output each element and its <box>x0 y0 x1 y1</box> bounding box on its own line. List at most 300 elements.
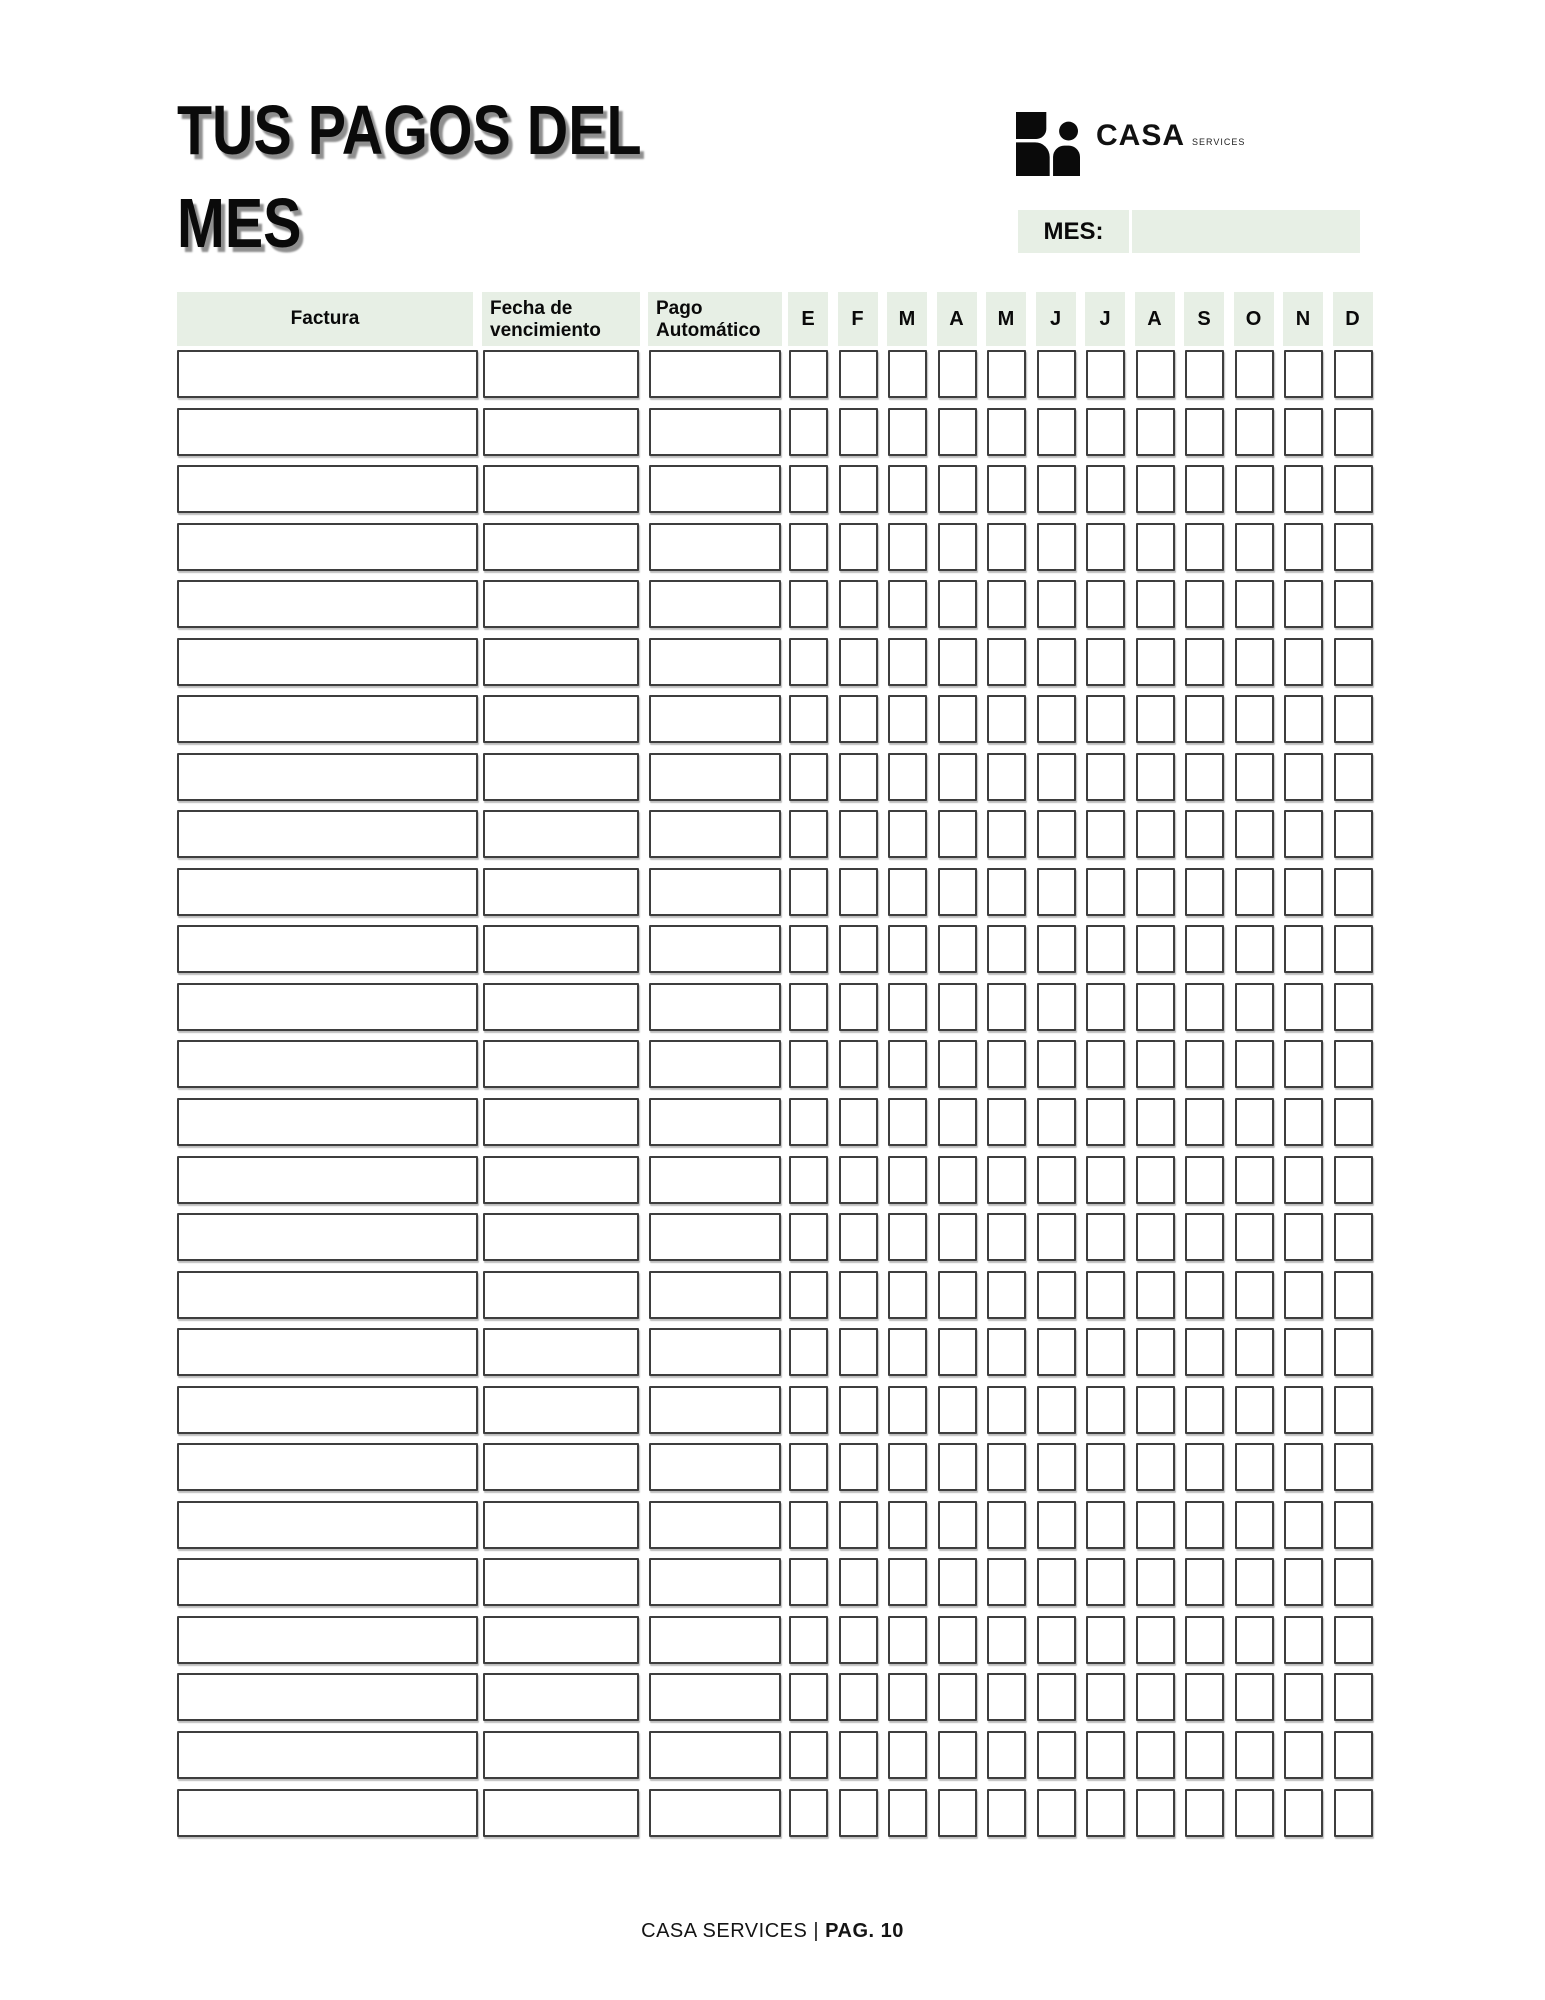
factura-input[interactable] <box>177 1616 478 1664</box>
month-checkbox[interactable] <box>1235 1443 1274 1491</box>
month-checkbox[interactable] <box>1235 350 1274 398</box>
month-checkbox[interactable] <box>987 1040 1026 1088</box>
month-checkbox[interactable] <box>789 1731 828 1779</box>
month-checkbox[interactable] <box>1334 1271 1373 1319</box>
month-checkbox[interactable] <box>1185 1731 1224 1779</box>
month-checkbox[interactable] <box>789 1213 828 1261</box>
month-checkbox[interactable] <box>987 983 1026 1031</box>
month-checkbox[interactable] <box>1086 350 1125 398</box>
month-checkbox[interactable] <box>1136 1789 1175 1837</box>
month-checkbox[interactable] <box>987 753 1026 801</box>
pago-input[interactable] <box>649 925 781 973</box>
month-checkbox[interactable] <box>1185 350 1224 398</box>
month-checkbox[interactable] <box>1185 1616 1224 1664</box>
month-checkbox[interactable] <box>888 1328 927 1376</box>
fecha-input[interactable] <box>483 408 639 456</box>
month-checkbox[interactable] <box>1235 1156 1274 1204</box>
month-checkbox[interactable] <box>839 868 878 916</box>
month-checkbox[interactable] <box>1037 1156 1076 1204</box>
month-checkbox[interactable] <box>839 1789 878 1837</box>
month-checkbox[interactable] <box>839 408 878 456</box>
month-checkbox[interactable] <box>1334 1213 1373 1261</box>
factura-input[interactable] <box>177 1213 478 1261</box>
month-checkbox[interactable] <box>987 1616 1026 1664</box>
factura-input[interactable] <box>177 1156 478 1204</box>
month-checkbox[interactable] <box>1136 1673 1175 1721</box>
month-checkbox[interactable] <box>1334 350 1373 398</box>
month-checkbox[interactable] <box>888 465 927 513</box>
month-checkbox[interactable] <box>789 465 828 513</box>
month-checkbox[interactable] <box>1334 1098 1373 1146</box>
month-checkbox[interactable] <box>1284 523 1323 571</box>
month-checkbox[interactable] <box>938 810 977 858</box>
month-checkbox[interactable] <box>987 868 1026 916</box>
month-checkbox[interactable] <box>839 695 878 743</box>
month-checkbox[interactable] <box>938 1501 977 1549</box>
month-checkbox[interactable] <box>1136 1156 1175 1204</box>
month-checkbox[interactable] <box>888 1443 927 1491</box>
month-checkbox[interactable] <box>1185 638 1224 686</box>
month-checkbox[interactable] <box>1037 1040 1076 1088</box>
factura-input[interactable] <box>177 753 478 801</box>
month-checkbox[interactable] <box>1334 638 1373 686</box>
factura-input[interactable] <box>177 638 478 686</box>
month-checkbox[interactable] <box>1185 925 1224 973</box>
month-checkbox[interactable] <box>938 925 977 973</box>
month-checkbox[interactable] <box>1136 1098 1175 1146</box>
factura-input[interactable] <box>177 925 478 973</box>
month-checkbox[interactable] <box>938 695 977 743</box>
month-checkbox[interactable] <box>888 350 927 398</box>
month-checkbox[interactable] <box>789 350 828 398</box>
factura-input[interactable] <box>177 810 478 858</box>
factura-input[interactable] <box>177 408 478 456</box>
month-checkbox[interactable] <box>1284 1501 1323 1549</box>
month-checkbox[interactable] <box>1284 638 1323 686</box>
month-checkbox[interactable] <box>789 1789 828 1837</box>
factura-input[interactable] <box>177 350 478 398</box>
month-checkbox[interactable] <box>888 695 927 743</box>
month-checkbox[interactable] <box>1037 408 1076 456</box>
fecha-input[interactable] <box>483 1501 639 1549</box>
month-checkbox[interactable] <box>888 1156 927 1204</box>
month-checkbox[interactable] <box>888 925 927 973</box>
month-checkbox[interactable] <box>1284 925 1323 973</box>
pago-input[interactable] <box>649 810 781 858</box>
month-checkbox[interactable] <box>1136 350 1175 398</box>
month-checkbox[interactable] <box>839 983 878 1031</box>
month-checkbox[interactable] <box>1086 465 1125 513</box>
month-checkbox[interactable] <box>1086 1098 1125 1146</box>
month-checkbox[interactable] <box>1136 753 1175 801</box>
month-checkbox[interactable] <box>1086 810 1125 858</box>
month-checkbox[interactable] <box>1235 810 1274 858</box>
month-checkbox[interactable] <box>1334 465 1373 513</box>
month-checkbox[interactable] <box>888 1789 927 1837</box>
month-checkbox[interactable] <box>839 1731 878 1779</box>
month-checkbox[interactable] <box>839 1616 878 1664</box>
month-checkbox[interactable] <box>789 810 828 858</box>
month-checkbox[interactable] <box>1334 753 1373 801</box>
month-checkbox[interactable] <box>1185 523 1224 571</box>
month-checkbox[interactable] <box>1235 523 1274 571</box>
month-checkbox[interactable] <box>938 465 977 513</box>
month-checkbox[interactable] <box>1235 1558 1274 1606</box>
month-checkbox[interactable] <box>1037 1789 1076 1837</box>
month-checkbox[interactable] <box>1284 408 1323 456</box>
month-checkbox[interactable] <box>1284 810 1323 858</box>
month-checkbox[interactable] <box>1086 408 1125 456</box>
month-checkbox[interactable] <box>789 1673 828 1721</box>
month-checkbox[interactable] <box>789 408 828 456</box>
month-checkbox[interactable] <box>789 925 828 973</box>
month-checkbox[interactable] <box>987 1271 1026 1319</box>
month-checkbox[interactable] <box>1086 1731 1125 1779</box>
month-checkbox[interactable] <box>1334 580 1373 628</box>
month-checkbox[interactable] <box>1185 1213 1224 1261</box>
month-checkbox[interactable] <box>1284 1328 1323 1376</box>
fecha-input[interactable] <box>483 1386 639 1434</box>
month-checkbox[interactable] <box>1235 868 1274 916</box>
month-checkbox[interactable] <box>938 580 977 628</box>
month-checkbox[interactable] <box>1185 753 1224 801</box>
month-checkbox[interactable] <box>789 1616 828 1664</box>
factura-input[interactable] <box>177 1558 478 1606</box>
month-checkbox[interactable] <box>1037 523 1076 571</box>
month-checkbox[interactable] <box>1136 523 1175 571</box>
pago-input[interactable] <box>649 408 781 456</box>
month-checkbox[interactable] <box>1334 1328 1373 1376</box>
factura-input[interactable] <box>177 465 478 513</box>
month-checkbox[interactable] <box>938 1789 977 1837</box>
factura-input[interactable] <box>177 1040 478 1088</box>
month-checkbox[interactable] <box>839 580 878 628</box>
month-checkbox[interactable] <box>1235 1271 1274 1319</box>
fecha-input[interactable] <box>483 580 639 628</box>
month-checkbox[interactable] <box>888 1213 927 1261</box>
month-checkbox[interactable] <box>987 638 1026 686</box>
fecha-input[interactable] <box>483 1673 639 1721</box>
month-checkbox[interactable] <box>789 1558 828 1606</box>
month-checkbox[interactable] <box>1334 695 1373 743</box>
month-checkbox[interactable] <box>789 1040 828 1088</box>
factura-input[interactable] <box>177 868 478 916</box>
fecha-input[interactable] <box>483 523 639 571</box>
factura-input[interactable] <box>177 523 478 571</box>
pago-input[interactable] <box>649 1040 781 1088</box>
month-checkbox[interactable] <box>1136 1731 1175 1779</box>
month-checkbox[interactable] <box>888 580 927 628</box>
month-checkbox[interactable] <box>1235 1789 1274 1837</box>
month-checkbox[interactable] <box>888 1386 927 1434</box>
month-checkbox[interactable] <box>888 1731 927 1779</box>
month-checkbox[interactable] <box>987 925 1026 973</box>
month-checkbox[interactable] <box>938 408 977 456</box>
month-checkbox[interactable] <box>1185 1443 1224 1491</box>
month-checkbox[interactable] <box>839 1558 878 1606</box>
month-checkbox[interactable] <box>1136 1616 1175 1664</box>
month-checkbox[interactable] <box>1185 1156 1224 1204</box>
month-checkbox[interactable] <box>1235 1386 1274 1434</box>
month-checkbox[interactable] <box>1235 638 1274 686</box>
month-checkbox[interactable] <box>1235 1616 1274 1664</box>
month-checkbox[interactable] <box>839 1098 878 1146</box>
month-checkbox[interactable] <box>938 983 977 1031</box>
month-checkbox[interactable] <box>1086 925 1125 973</box>
month-checkbox[interactable] <box>1235 465 1274 513</box>
month-checkbox[interactable] <box>1037 1501 1076 1549</box>
month-checkbox[interactable] <box>987 1501 1026 1549</box>
month-checkbox[interactable] <box>1086 695 1125 743</box>
month-checkbox[interactable] <box>938 1271 977 1319</box>
month-checkbox[interactable] <box>1284 1558 1323 1606</box>
month-checkbox[interactable] <box>1086 1789 1125 1837</box>
pago-input[interactable] <box>649 1558 781 1606</box>
mes-input[interactable] <box>1132 210 1360 253</box>
month-checkbox[interactable] <box>789 1098 828 1146</box>
month-checkbox[interactable] <box>938 1098 977 1146</box>
factura-input[interactable] <box>177 695 478 743</box>
month-checkbox[interactable] <box>1284 580 1323 628</box>
pago-input[interactable] <box>649 1213 781 1261</box>
month-checkbox[interactable] <box>1334 868 1373 916</box>
month-checkbox[interactable] <box>938 1673 977 1721</box>
month-checkbox[interactable] <box>1185 695 1224 743</box>
month-checkbox[interactable] <box>1185 1386 1224 1434</box>
month-checkbox[interactable] <box>1136 465 1175 513</box>
month-checkbox[interactable] <box>1086 580 1125 628</box>
month-checkbox[interactable] <box>789 1386 828 1434</box>
month-checkbox[interactable] <box>789 1443 828 1491</box>
factura-input[interactable] <box>177 1443 478 1491</box>
month-checkbox[interactable] <box>888 983 927 1031</box>
month-checkbox[interactable] <box>888 1271 927 1319</box>
fecha-input[interactable] <box>483 1616 639 1664</box>
month-checkbox[interactable] <box>1334 1616 1373 1664</box>
factura-input[interactable] <box>177 580 478 628</box>
month-checkbox[interactable] <box>1235 753 1274 801</box>
month-checkbox[interactable] <box>888 1558 927 1606</box>
month-checkbox[interactable] <box>1284 1386 1323 1434</box>
month-checkbox[interactable] <box>1334 1156 1373 1204</box>
month-checkbox[interactable] <box>888 753 927 801</box>
month-checkbox[interactable] <box>1136 1386 1175 1434</box>
month-checkbox[interactable] <box>888 523 927 571</box>
month-checkbox[interactable] <box>1136 1213 1175 1261</box>
month-checkbox[interactable] <box>987 523 1026 571</box>
month-checkbox[interactable] <box>888 1616 927 1664</box>
month-checkbox[interactable] <box>1334 1789 1373 1837</box>
fecha-input[interactable] <box>483 695 639 743</box>
month-checkbox[interactable] <box>888 1040 927 1088</box>
month-checkbox[interactable] <box>1334 983 1373 1031</box>
fecha-input[interactable] <box>483 925 639 973</box>
month-checkbox[interactable] <box>987 1386 1026 1434</box>
month-checkbox[interactable] <box>1037 810 1076 858</box>
month-checkbox[interactable] <box>1284 1789 1323 1837</box>
month-checkbox[interactable] <box>1185 465 1224 513</box>
month-checkbox[interactable] <box>987 465 1026 513</box>
pago-input[interactable] <box>649 1789 781 1837</box>
pago-input[interactable] <box>649 695 781 743</box>
month-checkbox[interactable] <box>1037 1673 1076 1721</box>
month-checkbox[interactable] <box>1235 408 1274 456</box>
month-checkbox[interactable] <box>839 1443 878 1491</box>
month-checkbox[interactable] <box>1185 1328 1224 1376</box>
month-checkbox[interactable] <box>938 523 977 571</box>
month-checkbox[interactable] <box>839 465 878 513</box>
month-checkbox[interactable] <box>1086 1386 1125 1434</box>
month-checkbox[interactable] <box>987 1558 1026 1606</box>
month-checkbox[interactable] <box>1235 983 1274 1031</box>
month-checkbox[interactable] <box>1284 1040 1323 1088</box>
month-checkbox[interactable] <box>789 1271 828 1319</box>
fecha-input[interactable] <box>483 1558 639 1606</box>
month-checkbox[interactable] <box>839 753 878 801</box>
fecha-input[interactable] <box>483 1098 639 1146</box>
month-checkbox[interactable] <box>789 695 828 743</box>
month-checkbox[interactable] <box>1185 1040 1224 1088</box>
month-checkbox[interactable] <box>1235 695 1274 743</box>
month-checkbox[interactable] <box>888 1098 927 1146</box>
month-checkbox[interactable] <box>1284 695 1323 743</box>
pago-input[interactable] <box>649 868 781 916</box>
month-checkbox[interactable] <box>1086 1040 1125 1088</box>
month-checkbox[interactable] <box>1235 580 1274 628</box>
month-checkbox[interactable] <box>987 1098 1026 1146</box>
month-checkbox[interactable] <box>1185 868 1224 916</box>
month-checkbox[interactable] <box>1284 983 1323 1031</box>
month-checkbox[interactable] <box>839 1156 878 1204</box>
month-checkbox[interactable] <box>1334 1040 1373 1088</box>
month-checkbox[interactable] <box>839 523 878 571</box>
month-checkbox[interactable] <box>1037 695 1076 743</box>
factura-input[interactable] <box>177 1386 478 1434</box>
pago-input[interactable] <box>649 1386 781 1434</box>
month-checkbox[interactable] <box>1037 1328 1076 1376</box>
month-checkbox[interactable] <box>938 1558 977 1606</box>
month-checkbox[interactable] <box>1037 1558 1076 1606</box>
month-checkbox[interactable] <box>938 1386 977 1434</box>
month-checkbox[interactable] <box>1185 810 1224 858</box>
month-checkbox[interactable] <box>1086 1673 1125 1721</box>
month-checkbox[interactable] <box>938 868 977 916</box>
month-checkbox[interactable] <box>1136 1271 1175 1319</box>
month-checkbox[interactable] <box>1136 638 1175 686</box>
month-checkbox[interactable] <box>1235 1731 1274 1779</box>
month-checkbox[interactable] <box>1136 408 1175 456</box>
month-checkbox[interactable] <box>1185 983 1224 1031</box>
month-checkbox[interactable] <box>1086 523 1125 571</box>
month-checkbox[interactable] <box>1037 1616 1076 1664</box>
month-checkbox[interactable] <box>987 1673 1026 1721</box>
month-checkbox[interactable] <box>1086 1443 1125 1491</box>
fecha-input[interactable] <box>483 1328 639 1376</box>
month-checkbox[interactable] <box>1136 810 1175 858</box>
month-checkbox[interactable] <box>1334 810 1373 858</box>
month-checkbox[interactable] <box>888 810 927 858</box>
month-checkbox[interactable] <box>1136 580 1175 628</box>
fecha-input[interactable] <box>483 1213 639 1261</box>
pago-input[interactable] <box>649 580 781 628</box>
month-checkbox[interactable] <box>1136 1328 1175 1376</box>
month-checkbox[interactable] <box>789 580 828 628</box>
month-checkbox[interactable] <box>1334 1501 1373 1549</box>
month-checkbox[interactable] <box>987 1156 1026 1204</box>
month-checkbox[interactable] <box>1086 1213 1125 1261</box>
month-checkbox[interactable] <box>1334 1731 1373 1779</box>
pago-input[interactable] <box>649 1673 781 1721</box>
month-checkbox[interactable] <box>1334 408 1373 456</box>
fecha-input[interactable] <box>483 753 639 801</box>
fecha-input[interactable] <box>483 1789 639 1837</box>
fecha-input[interactable] <box>483 868 639 916</box>
month-checkbox[interactable] <box>1334 1386 1373 1434</box>
month-checkbox[interactable] <box>987 695 1026 743</box>
month-checkbox[interactable] <box>987 1213 1026 1261</box>
pago-input[interactable] <box>649 1156 781 1204</box>
month-checkbox[interactable] <box>938 1213 977 1261</box>
month-checkbox[interactable] <box>1086 868 1125 916</box>
pago-input[interactable] <box>649 638 781 686</box>
fecha-input[interactable] <box>483 1156 639 1204</box>
month-checkbox[interactable] <box>1235 1328 1274 1376</box>
month-checkbox[interactable] <box>1086 1616 1125 1664</box>
month-checkbox[interactable] <box>1185 408 1224 456</box>
month-checkbox[interactable] <box>1284 1443 1323 1491</box>
fecha-input[interactable] <box>483 1443 639 1491</box>
fecha-input[interactable] <box>483 983 639 1031</box>
month-checkbox[interactable] <box>938 1443 977 1491</box>
month-checkbox[interactable] <box>1185 580 1224 628</box>
fecha-input[interactable] <box>483 1731 639 1779</box>
month-checkbox[interactable] <box>789 868 828 916</box>
pago-input[interactable] <box>649 1271 781 1319</box>
month-checkbox[interactable] <box>1037 465 1076 513</box>
month-checkbox[interactable] <box>938 1040 977 1088</box>
month-checkbox[interactable] <box>1037 1731 1076 1779</box>
month-checkbox[interactable] <box>1334 1673 1373 1721</box>
factura-input[interactable] <box>177 1098 478 1146</box>
month-checkbox[interactable] <box>888 408 927 456</box>
factura-input[interactable] <box>177 983 478 1031</box>
month-checkbox[interactable] <box>789 523 828 571</box>
fecha-input[interactable] <box>483 638 639 686</box>
month-checkbox[interactable] <box>839 1501 878 1549</box>
month-checkbox[interactable] <box>1235 1213 1274 1261</box>
month-checkbox[interactable] <box>1086 1501 1125 1549</box>
factura-input[interactable] <box>177 1501 478 1549</box>
factura-input[interactable] <box>177 1731 478 1779</box>
month-checkbox[interactable] <box>1136 695 1175 743</box>
month-checkbox[interactable] <box>987 580 1026 628</box>
factura-input[interactable] <box>177 1673 478 1721</box>
month-checkbox[interactable] <box>1136 868 1175 916</box>
month-checkbox[interactable] <box>1037 1213 1076 1261</box>
fecha-input[interactable] <box>483 350 639 398</box>
month-checkbox[interactable] <box>1037 983 1076 1031</box>
month-checkbox[interactable] <box>1086 983 1125 1031</box>
month-checkbox[interactable] <box>1185 1501 1224 1549</box>
pago-input[interactable] <box>649 1328 781 1376</box>
month-checkbox[interactable] <box>1037 753 1076 801</box>
month-checkbox[interactable] <box>1136 1443 1175 1491</box>
month-checkbox[interactable] <box>1136 1040 1175 1088</box>
month-checkbox[interactable] <box>1284 1673 1323 1721</box>
month-checkbox[interactable] <box>1086 638 1125 686</box>
month-checkbox[interactable] <box>1284 1616 1323 1664</box>
fecha-input[interactable] <box>483 465 639 513</box>
